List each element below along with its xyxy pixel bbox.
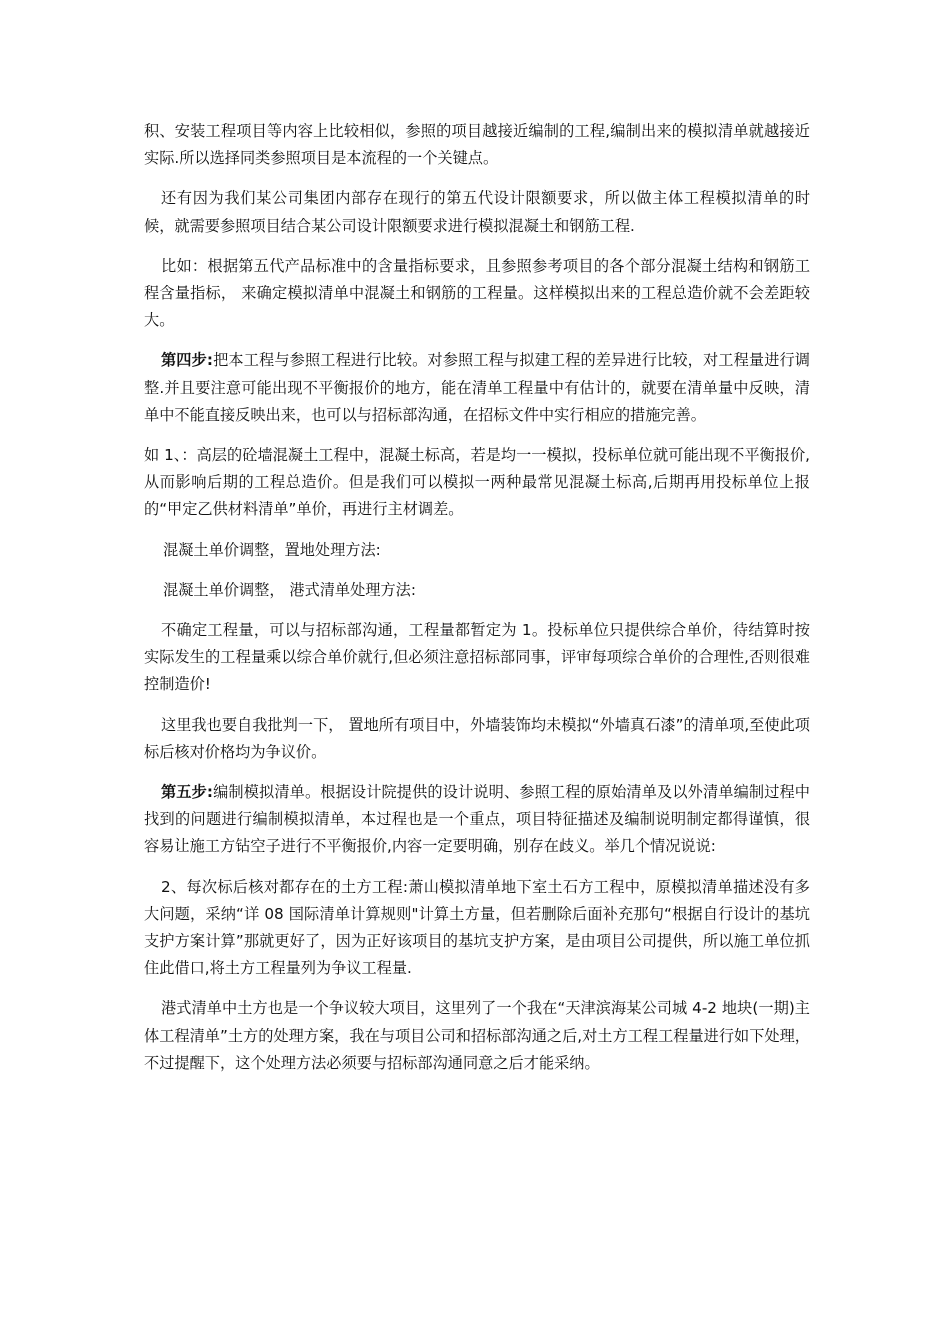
paragraph-6 — [144, 537, 810, 564]
paragraph-text: 把本工程与参照工程进行比较。对参照工程与拟建工程的差异进行比较，对工程量进行调整.并且要注意可能出现不平衡报价的地方，能在清单工程量中有估计的，就要在清单量中反映，清单中不能直接反映出来，也可以与招标部沟通，在招标文件中实行相应的措施完善。 — [144, 351, 810, 424]
paragraph-text: 编制模拟清单。根据设计院提供的设计说明、参照工程的原始清单及以外清单编制过程中找到的问题进行编制模拟清单，本过程也是一个重点，项目特征描述及编制说明制定都得谨慎，很容易让施工方钻空子进行不平衡报价,内容一定要明确，别存在歧义。举几个情况说说: — [144, 783, 810, 856]
paragraph-2 — [144, 185, 810, 239]
paragraph-text: 这里我也要自我批判一下， 置地所有项目中，外墙装饰均未模拟“外墙真石漆”的清单项,至使此项标后核对价格均为争议价。 — [144, 715, 810, 761]
paragraph-text: 积、安装工程项目等内容上比较相似，参照的项目越接近编制的工程,编制出来的模拟清单就越接近实际.所以选择同类参照项目是本流程的一个关键点。 — [144, 122, 810, 168]
paragraph-8 — [144, 617, 810, 699]
paragraph-1 — [144, 118, 810, 172]
paragraph-10 — [144, 779, 810, 861]
paragraph-3 — [144, 253, 810, 335]
paragraph-text: 港式清单中土方也是一个争议较大项目，这里列了一个我在“天津滨海某公司城 4-2 地块(一期)主体工程清单”土方的处理方案，我在与项目公司和招标部沟通之后,对土方工程工程量进行如下处理，不过提醒下，这个处理方法必须要与招标部沟通同意之后才能采纳。 — [144, 999, 810, 1072]
paragraph-4 — [144, 347, 810, 429]
paragraph-text: 不确定工程量，可以与招标部沟通，工程量都暂定为 1。投标单位只提供综合单价，待结算时按实际发生的工程量乘以综合单价就行,但必须注意招标部同事，评审每项综合单价的合理性,否则很难控制造价! — [144, 621, 810, 694]
paragraph-11 — [144, 874, 810, 983]
step-heading: 第四步: — [161, 351, 213, 370]
paragraph-7 — [144, 577, 810, 604]
paragraph-text: 比如：根据第五代产品标准中的含量指标要求，且参照参考项目的各个部分混凝土结构和钢筋工程含量指标， 来确定模拟清单中混凝土和钢筋的工程量。这样模拟出来的工程总造价就不会差距较大。 — [144, 256, 810, 330]
document-body — [144, 118, 810, 1090]
paragraph-9 — [144, 712, 810, 766]
paragraph-text: 混凝土单价调整，置地处理方法: — [163, 540, 381, 559]
paragraph-5 — [144, 442, 810, 524]
paragraph-text: 混凝土单价调整， 港式清单处理方法: — [163, 580, 416, 599]
paragraph-text: 如 1、：高层的砼墙混凝土工程中，混凝土标高，若是均一一模拟，投标单位就可能出现不平衡报价,从而影响后期的工程总造价。但是我们可以模拟一两种最常见混凝土标高,后期再用投标单位上报 的“甲定乙供材料清单”单价，再进行主材调差。 — [144, 446, 810, 519]
paragraph-12 — [144, 995, 810, 1077]
step-heading: 第五步: — [161, 783, 213, 802]
paragraph-text: 还有因为我们某公司集团内部存在现行的第五代设计限额要求，所以做主体工程模拟清单的时候，就需要参照项目结合某公司设计限额要求进行模拟混凝土和钢筋工程. — [144, 189, 810, 235]
paragraph-text: 2、每次标后核对都存在的土方工程:萧山模拟清单地下室土石方工程中，原模拟清单描述没有多大问题，采纳“详 08 国际清单计算规则"计算土方量，但若删除后面补充那句“根据自行设计的基坑支护方案计算”那就更好了，因为正好该项目的基坑支护方案，是由项目公司提供，所以施工单位抓住此借口,将土方工程量列为争议工程量. — [144, 877, 810, 978]
